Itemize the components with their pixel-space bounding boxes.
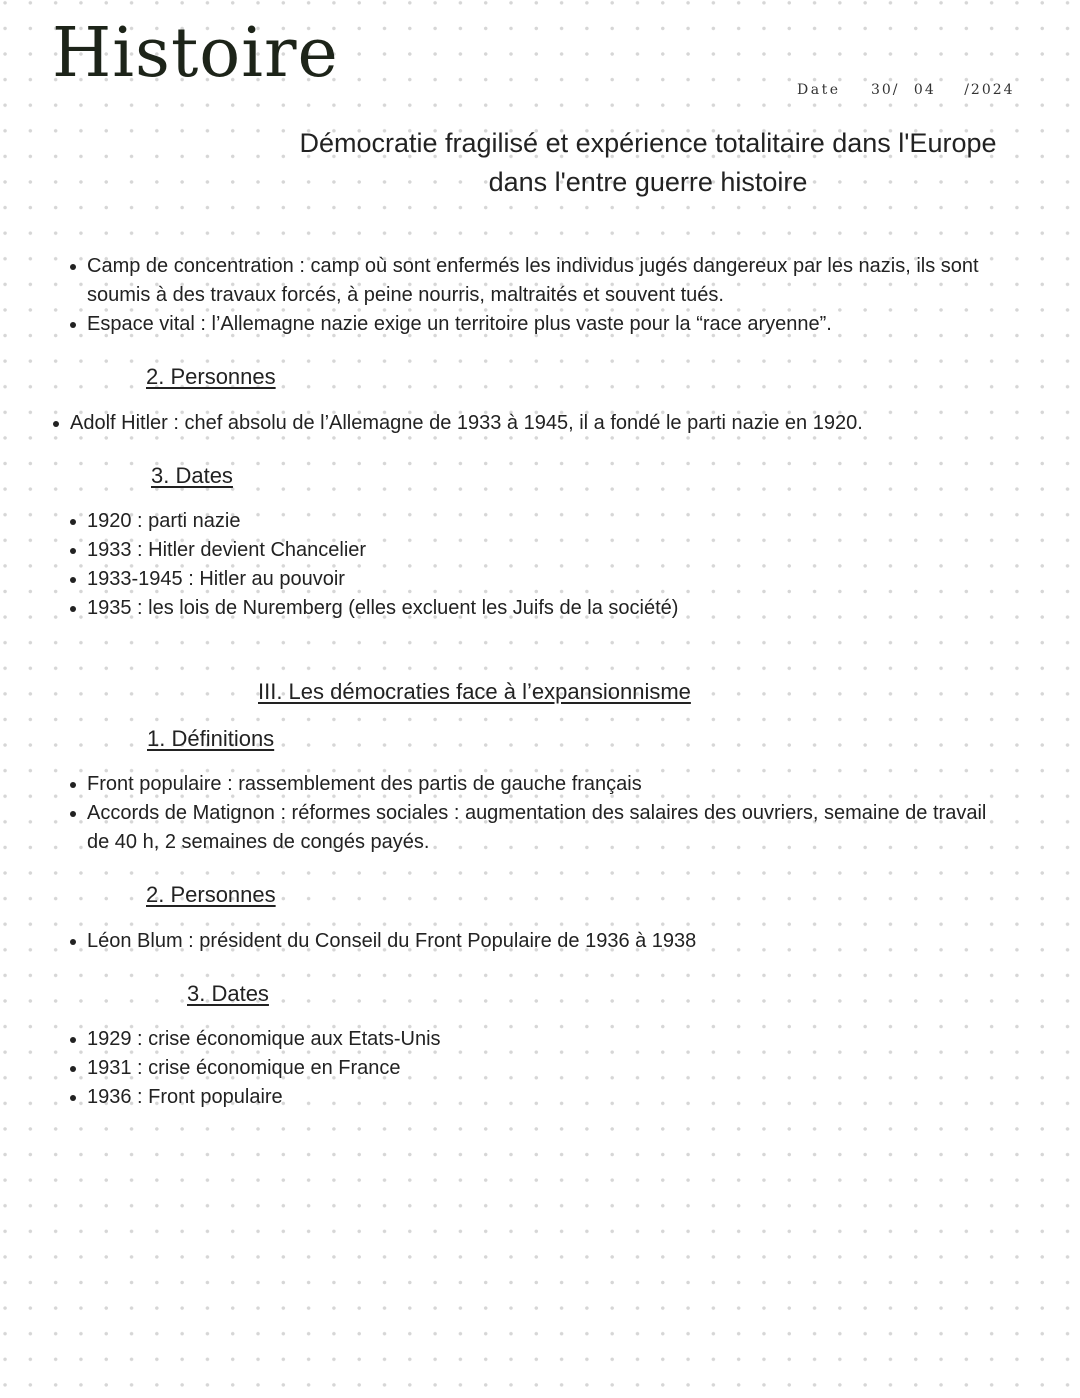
persons-heading: 2. Personnes	[146, 882, 276, 907]
list-item: Espace vital : l’Allemagne nazie exige un territoire plus vaste pour la “race aryenne”.	[87, 310, 1002, 339]
list-item: 1929 : crise économique aux Etats-Unis	[87, 1025, 987, 1054]
date-month: 04	[913, 82, 936, 98]
date-year: /2024	[964, 82, 1015, 98]
list-item: Léon Blum : président du Conseil du Front Populaire de 1936 à 1938	[87, 927, 987, 956]
document-title-line-1: Démocratie fragilisé et expérience totalitaire dans l'Europe	[299, 128, 997, 158]
list-item: Accords de Matignon : réformes sociales : augmentation des salaires des ouvriers, semaine de travail de 40 h, 2 semaines de congés payés.	[87, 799, 992, 857]
list-item: 1933-1945 : Hitler au pouvoir	[87, 565, 987, 594]
date-field	[797, 82, 1015, 98]
list-item: 1931 : crise économique en France	[87, 1054, 987, 1083]
date-day: 30/	[870, 82, 900, 98]
document-title-line-2: dans l'entre guerre histoire	[488, 167, 808, 197]
list-item: Camp de concentration : camp où sont enfermés les individus jugés dangereux par les nazis, ils sont soumis à des travaux forcés, à peine nourris, maltraités et souvent tués.	[87, 252, 1002, 310]
section-heading-iii: III. Les démocraties face à l’expansionnisme	[258, 679, 691, 704]
dates-list	[87, 1025, 987, 1112]
list-item: 1935 : les lois de Nuremberg (elles excluent les Juifs de la société)	[87, 594, 987, 623]
date-label: Date	[797, 82, 841, 98]
document-title	[262, 124, 1034, 202]
intro-definitions-list	[87, 252, 1002, 339]
persons-list	[87, 927, 987, 956]
list-item: 1933 : Hitler devient Chancelier	[87, 536, 987, 565]
dates-list	[87, 507, 987, 623]
dates-heading: 3. Dates	[187, 981, 269, 1006]
list-item: 1920 : parti nazie	[87, 507, 987, 536]
persons-heading: 2. Personnes	[146, 364, 276, 389]
list-item: Adolf Hitler : chef absolu de l’Allemagne de 1933 à 1945, il a fondé le parti nazie en 1920.	[70, 409, 1030, 438]
dates-heading: 3. Dates	[151, 463, 233, 488]
definitions-list	[87, 770, 992, 857]
list-item: Front populaire : rassemblement des partis de gauche français	[87, 770, 992, 799]
definitions-heading: 1. Définitions	[147, 726, 275, 751]
persons-list	[70, 409, 1030, 438]
list-item: 1936 : Front populaire	[87, 1083, 987, 1112]
subject-title: Histoire	[52, 14, 339, 93]
